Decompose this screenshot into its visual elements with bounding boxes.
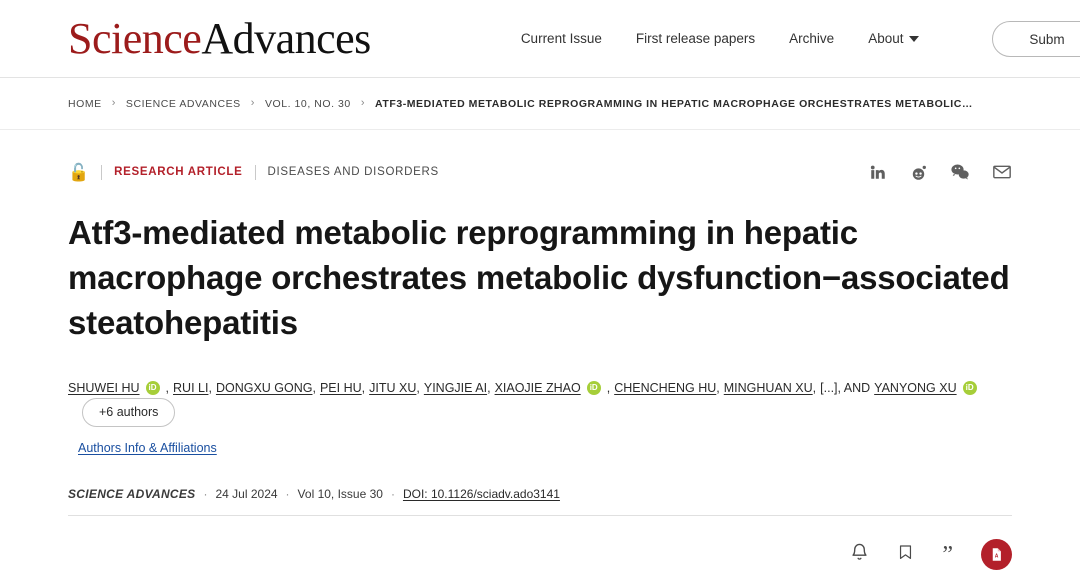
nav-item-first-release-papers[interactable]: First release papers bbox=[635, 31, 756, 46]
article-header bbox=[0, 160, 1080, 578]
publication-date: 24 Jul 2024 bbox=[215, 486, 278, 501]
author-link[interactable]: YINGJIE AI bbox=[423, 380, 488, 395]
chevron-right-icon: › bbox=[111, 97, 116, 109]
nav-item-about[interactable] bbox=[868, 31, 919, 46]
page-title: Atf3-mediated metabolic reprogramming in hepatic macrophage orchestrates metabolic dysfunction−associated steatohepatitis bbox=[68, 214, 1010, 342]
doi-link[interactable]: DOI: 10.1126/sciadv.ado3141 bbox=[402, 486, 560, 501]
linkedin-icon[interactable] bbox=[869, 163, 887, 181]
author-list bbox=[68, 378, 1012, 427]
alert-bell-icon[interactable] bbox=[850, 542, 869, 567]
volume-issue: Vol 10, Issue 30 bbox=[297, 486, 383, 501]
bookmark-icon[interactable] bbox=[897, 542, 914, 567]
more-authors-button[interactable]: +6 authors bbox=[82, 398, 175, 427]
info-separator: · bbox=[203, 486, 208, 501]
author-link[interactable]: PEI HU bbox=[319, 380, 362, 395]
orcid-icon[interactable]: iD bbox=[146, 381, 160, 395]
nav-item-archive[interactable]: Archive bbox=[789, 31, 835, 46]
info-separator: · bbox=[390, 486, 395, 501]
article-tools bbox=[68, 532, 1012, 578]
orcid-icon[interactable]: iD bbox=[587, 381, 601, 395]
author-separator: , bbox=[812, 380, 817, 395]
info-separator: · bbox=[285, 486, 290, 501]
article-type-label[interactable]: RESEARCH ARTICLE bbox=[114, 166, 243, 178]
author-link[interactable]: JITU XU bbox=[369, 380, 417, 395]
site-header bbox=[0, 0, 1080, 78]
share-icons bbox=[869, 162, 1012, 182]
article-topic-label[interactable]: DISEASES AND DISORDERS bbox=[267, 166, 439, 178]
nav-item-current-issue[interactable]: Current Issue bbox=[520, 31, 602, 46]
cite-quote-icon[interactable]: ” bbox=[942, 541, 953, 568]
breadcrumb-item-article: ATF3-MEDIATED METABOLIC REPROGRAMMING IN HEPATIC MACROPHAGE ORCHESTRATES METABOLIC… bbox=[375, 97, 973, 110]
site-logo[interactable] bbox=[68, 13, 371, 63]
publication-info bbox=[68, 487, 1012, 516]
author-link[interactable]: YANYONG XU bbox=[874, 380, 957, 395]
article-meta-row bbox=[68, 160, 1012, 184]
email-icon[interactable] bbox=[992, 162, 1012, 182]
chevron-right-icon: › bbox=[360, 97, 366, 109]
nav-item-about-label: About bbox=[868, 31, 904, 46]
pdf-download-icon[interactable] bbox=[981, 539, 1012, 570]
author-separator: , bbox=[312, 380, 316, 395]
author-separator: , bbox=[416, 380, 420, 395]
primary-navigation bbox=[521, 31, 920, 46]
author-separator: , bbox=[361, 380, 366, 395]
authors-ellipsis: [...], AND bbox=[820, 380, 871, 395]
chevron-right-icon: › bbox=[250, 97, 255, 109]
chevron-down-icon bbox=[909, 36, 919, 42]
breadcrumb-item-volume[interactable]: VOL. 10, NO. 30 bbox=[264, 97, 351, 110]
meta-divider bbox=[255, 165, 256, 180]
author-link[interactable]: SHUWEI HU bbox=[68, 380, 140, 395]
wechat-icon[interactable] bbox=[950, 162, 970, 182]
submit-button[interactable]: Subm bbox=[992, 21, 1080, 57]
authors-info-affiliations-link[interactable]: Authors Info & Affiliations bbox=[78, 440, 217, 455]
open-access-icon: 🔓 bbox=[68, 162, 90, 182]
author-separator: , bbox=[165, 380, 170, 395]
orcid-icon[interactable]: iD bbox=[963, 381, 977, 395]
reddit-icon[interactable] bbox=[909, 163, 928, 182]
author-link[interactable]: MINGHUAN XU bbox=[723, 380, 813, 395]
author-separator: , bbox=[606, 380, 611, 395]
breadcrumb-item-journal[interactable]: SCIENCE ADVANCES bbox=[125, 97, 241, 110]
author-link[interactable]: CHENCHENG HU bbox=[614, 380, 717, 395]
author-separator: , bbox=[716, 380, 720, 395]
author-link[interactable]: XIAOJIE ZHAO bbox=[494, 380, 581, 395]
author-separator: , bbox=[208, 380, 212, 395]
author-separator: , bbox=[487, 380, 491, 395]
meta-divider bbox=[101, 165, 102, 180]
svg-text:A: A bbox=[994, 553, 999, 560]
author-link[interactable]: RUI LI bbox=[173, 380, 209, 395]
author-link[interactable]: DONGXU GONG bbox=[215, 380, 313, 395]
logo-text-science: Science bbox=[68, 13, 202, 63]
breadcrumb-item-home[interactable]: HOME bbox=[68, 97, 102, 110]
breadcrumb-bar bbox=[0, 78, 1080, 130]
logo-text-advances: Advances bbox=[201, 13, 371, 63]
journal-name: SCIENCE ADVANCES bbox=[68, 486, 196, 501]
breadcrumb bbox=[68, 98, 973, 110]
